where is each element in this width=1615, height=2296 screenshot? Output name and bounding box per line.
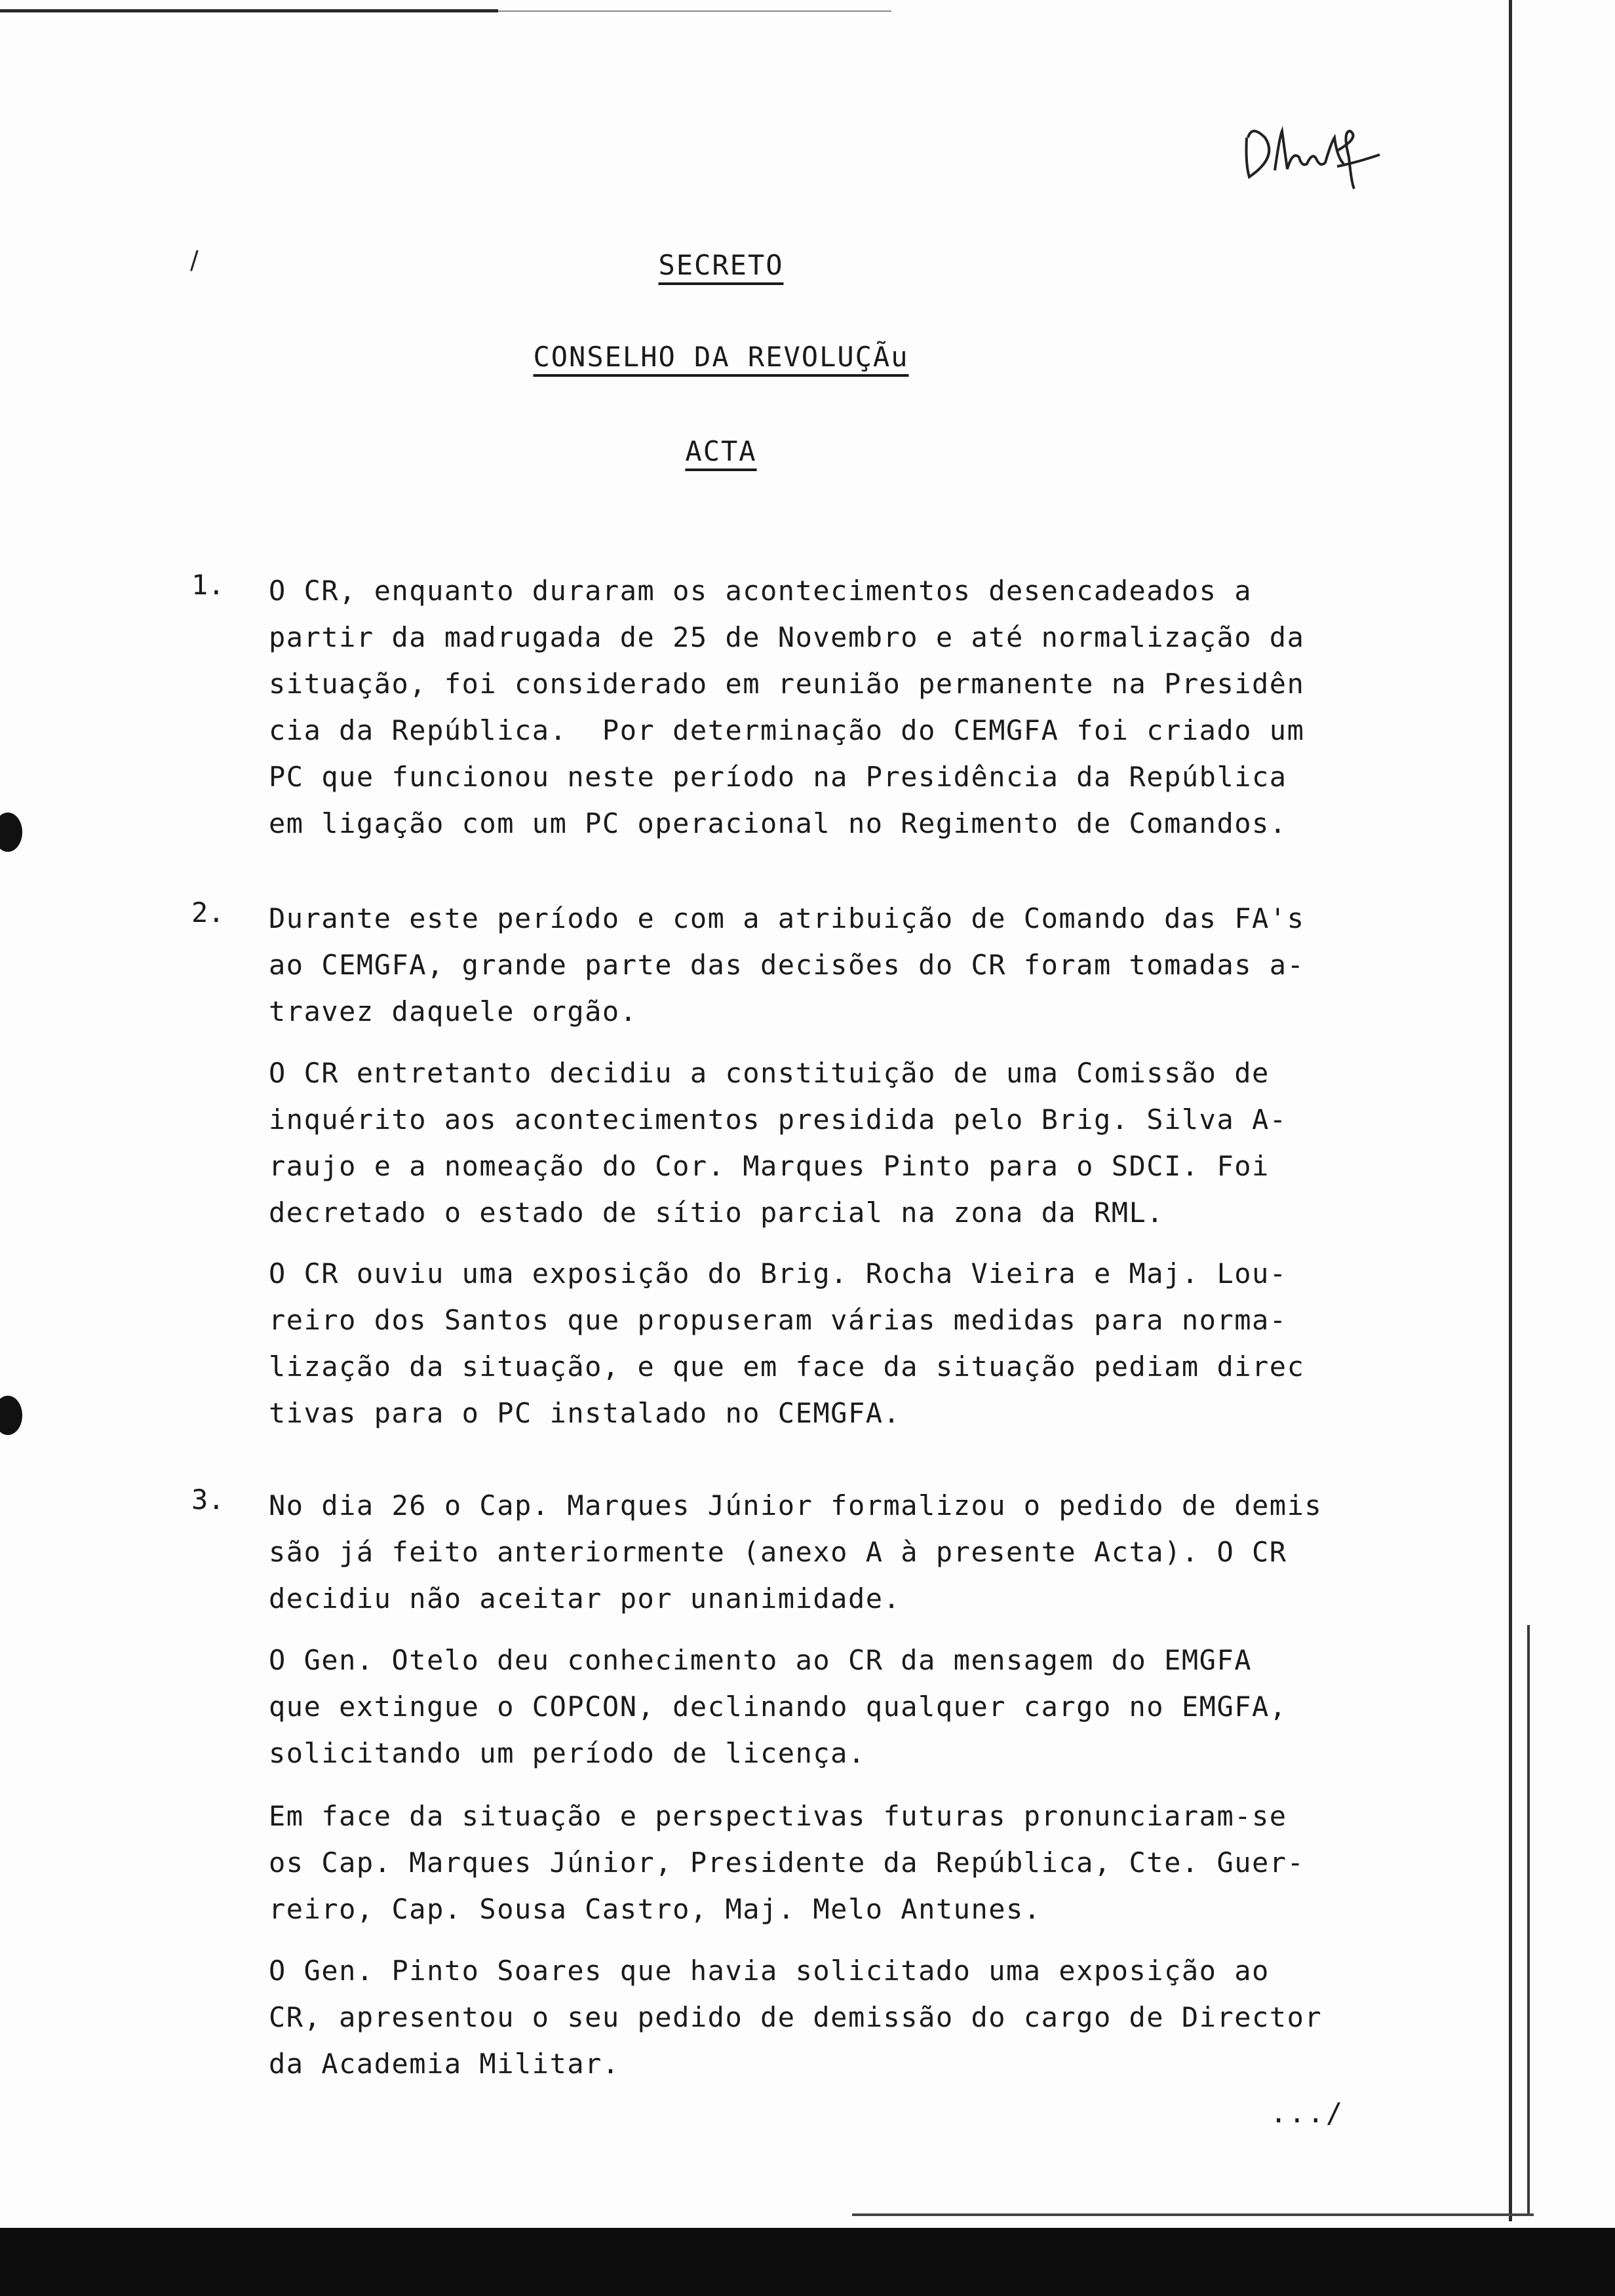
text-line: da Academia Militar. — [269, 2048, 620, 2080]
text-line: raujo e a nomeação do Cor. Marques Pinto para o SDCI. Foi — [269, 1150, 1270, 1182]
text-line: que extingue o COPCON, declinando qualquer cargo no EMGFA, — [269, 1691, 1287, 1723]
page-continued-marker: .../ — [1270, 2097, 1345, 2129]
scan-border-right — [1509, 0, 1512, 2221]
document-type-heading: ACTA — [685, 435, 757, 467]
margin-tick-mark: / — [190, 246, 199, 275]
text-line: decretado o estado de sítio parcial na zona da RML. — [269, 1196, 1165, 1229]
text-line: O CR, enquanto duraram os acontecimentos desencadeados a — [269, 575, 1253, 607]
text-line: O CR entretanto decidiu a constituição de uma Comissão de — [269, 1057, 1270, 1089]
text-line: travez daquele orgão. — [269, 995, 638, 1027]
text-line: Em face da situação e perspectivas futuras pronunciaram-se — [269, 1800, 1287, 1832]
item-2-paragraph-1 — [269, 895, 1376, 1035]
scan-border-right-lower — [1527, 1625, 1530, 2215]
scan-border-top — [0, 9, 498, 12]
text-line: solicitando um período de licença. — [269, 1737, 866, 1769]
item-2-paragraph-3 — [269, 1250, 1376, 1436]
item-2-paragraph-2 — [269, 1050, 1376, 1236]
item-3-paragraph-4 — [269, 1947, 1376, 2087]
text-line: situação, foi considerado em reunião permanente na Presidên — [269, 668, 1305, 700]
text-line: CR, apresentou o seu pedido de demissão do cargo de Director — [269, 2001, 1323, 2033]
scan-border-bottom — [0, 2228, 1615, 2296]
scan-border-top-faint — [498, 10, 891, 12]
text-line: PC que funcionou neste período na Presidência da República — [269, 761, 1287, 793]
text-line: Durante este período e com a atribuição de Comando das FA's — [269, 902, 1305, 934]
text-line: lização da situação, e que em face da situação pediam direc — [269, 1350, 1305, 1383]
text-line: cia da República. Por determinação do CEMGFA foi criado um — [269, 714, 1305, 746]
text-line: os Cap. Marques Júnior, Presidente da República, Cte. Guer- — [269, 1846, 1305, 1879]
text-line: ao CEMGFA, grande parte das decisões do CR foram tomadas a- — [269, 949, 1305, 981]
text-line: decidiu não aceitar por unanimidade. — [269, 1582, 901, 1615]
item-3-paragraph-2 — [269, 1637, 1376, 1776]
text-line: O CR ouviu uma exposição do Brig. Rocha Vieira e Maj. Lou- — [269, 1257, 1287, 1290]
handwritten-initials — [1239, 111, 1396, 190]
text-line: tivas para o PC instalado no CEMGFA. — [269, 1397, 901, 1429]
item-number-2: 2. — [191, 896, 225, 928]
text-line: No dia 26 o Cap. Marques Júnior formalizou o pedido de demis — [269, 1489, 1323, 1521]
text-line: O Gen. Pinto Soares que havia solicitado uma exposição ao — [269, 1955, 1270, 1987]
item-3-paragraph-1 — [269, 1482, 1376, 1622]
text-line: em ligação com um PC operacional no Regimento de Comandos. — [269, 807, 1287, 839]
punch-hole-lower — [0, 1396, 22, 1435]
classification-heading: SECRETO — [658, 249, 784, 281]
punch-hole-upper — [0, 813, 22, 852]
council-heading: CONSELHO DA REVOLUÇÃu — [533, 341, 909, 373]
text-line: reiro, Cap. Sousa Castro, Maj. Melo Antunes. — [269, 1893, 1041, 1925]
text-line: são já feito anteriormente (anexo A à presente Acta). O CR — [269, 1536, 1287, 1568]
text-line: reiro dos Santos que propuseram várias medidas para norma- — [269, 1304, 1287, 1336]
scan-border-bottom-line — [852, 2213, 1534, 2216]
item-3-paragraph-3 — [269, 1793, 1376, 1932]
text-line: partir da madrugada de 25 de Novembro e até normalização da — [269, 621, 1305, 653]
item-1-paragraph-1 — [269, 567, 1376, 847]
item-number-1: 1. — [191, 569, 225, 601]
text-line: O Gen. Otelo deu conhecimento ao CR da mensagem do EMGFA — [269, 1644, 1253, 1676]
text-line: inquérito aos acontecimentos presidida pelo Brig. Silva A- — [269, 1103, 1287, 1136]
item-number-3: 3. — [191, 1483, 225, 1516]
